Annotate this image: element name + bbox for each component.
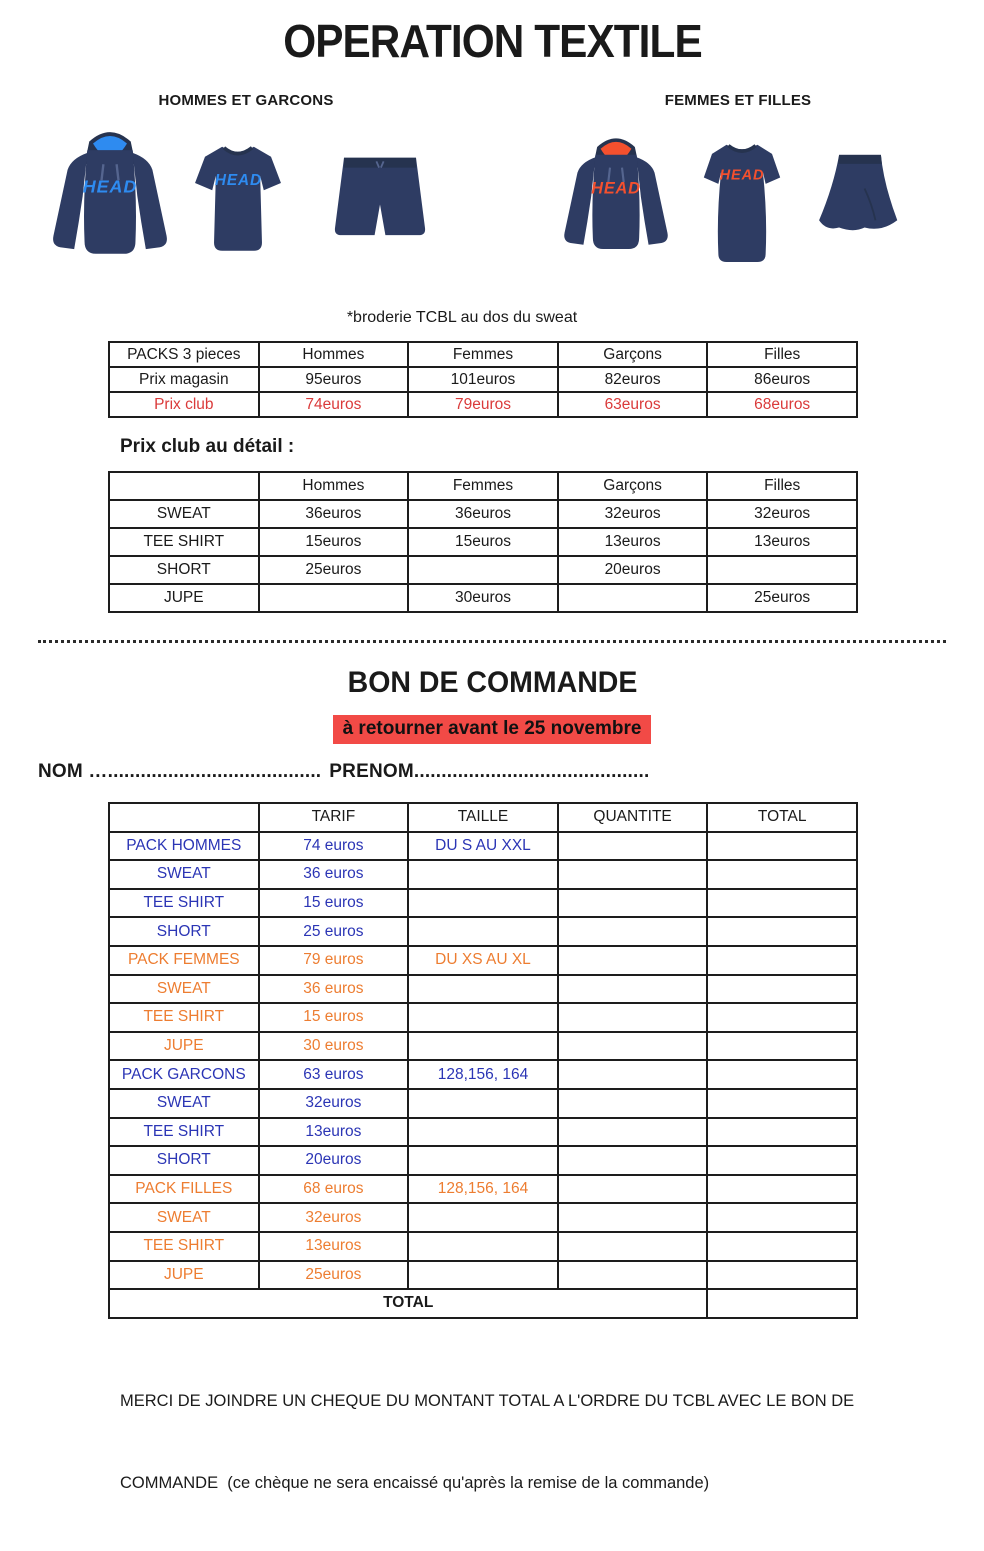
column-header: Garçons [558, 342, 708, 367]
item-label: SWEAT [109, 860, 259, 889]
price-value: 32euros [558, 500, 708, 528]
order-item-row [109, 1203, 857, 1232]
tarif-value: 36 euros [259, 975, 409, 1004]
quantite-field [558, 889, 708, 918]
tarif-value: 32euros [259, 1203, 409, 1232]
total-field [707, 1232, 857, 1261]
quantite-field [558, 975, 708, 1004]
price-value: 82euros [558, 367, 708, 392]
total-field [707, 975, 857, 1004]
taille-value [408, 1146, 558, 1175]
price-value [408, 556, 558, 584]
price-value: 95euros [259, 367, 409, 392]
taille-value: DU XS AU XL [408, 946, 558, 975]
total-field [707, 917, 857, 946]
tee-shirt-icon [186, 131, 290, 263]
prenom-label: PRENOM........................................... [329, 761, 650, 782]
total-field [707, 860, 857, 889]
total-field [707, 1060, 857, 1089]
item-label: SWEAT [109, 1089, 259, 1118]
item-label: PACK FILLES [109, 1175, 259, 1204]
row-label: JUPE [109, 584, 259, 612]
column-header: PACKS 3 pieces [109, 342, 259, 367]
section-title-femmes: FEMMES ET FILLES [664, 92, 812, 109]
detail-table-row [109, 528, 857, 556]
section-titles [0, 92, 984, 109]
quantite-field [558, 832, 708, 861]
price-value: 68euros [707, 392, 857, 417]
column-header: Femmes [408, 472, 558, 500]
detail-table-header-row [109, 472, 857, 500]
total-label: TOTAL [109, 1289, 707, 1318]
order-pack-row [109, 946, 857, 975]
price-value: 20euros [558, 556, 708, 584]
order-item-row [109, 1146, 857, 1175]
item-label: SWEAT [109, 975, 259, 1004]
dotted-divider [38, 640, 946, 643]
item-label: SHORT [109, 1146, 259, 1175]
row-label: TEE SHIRT [109, 528, 259, 556]
order-pack-row [109, 1175, 857, 1204]
price-value: 15euros [259, 528, 409, 556]
tarif-value: 30 euros [259, 1032, 409, 1061]
shorts-icon [326, 147, 434, 245]
total-field [707, 1032, 857, 1061]
hoodie-icon [556, 123, 676, 279]
price-value [707, 556, 857, 584]
order-item-row [109, 1261, 857, 1290]
tarif-value: 74 euros [259, 832, 409, 861]
quantite-field [558, 1232, 708, 1261]
column-header [109, 803, 259, 832]
page-title: OPERATION TEXTILE [282, 15, 702, 67]
detail-price-heading: Prix club au détail : [120, 436, 295, 457]
taille-value [408, 1118, 558, 1147]
order-item-row [109, 1232, 857, 1261]
nom-label: NOM …....................................... [38, 761, 322, 782]
taille-value: DU S AU XXL [408, 832, 558, 861]
quantite-field [558, 917, 708, 946]
price-value: 63euros [558, 392, 708, 417]
price-value: 13euros [558, 528, 708, 556]
quantite-field [558, 1060, 708, 1089]
taille-value [408, 1232, 558, 1261]
item-label: PACK GARCONS [109, 1060, 259, 1089]
column-header: Femmes [408, 342, 558, 367]
womens-sweat-hoodie-image [556, 123, 676, 279]
mens-short-image [326, 147, 434, 245]
order-item-row [109, 917, 857, 946]
item-label: TEE SHIRT [109, 1118, 259, 1147]
total-field [707, 1146, 857, 1175]
column-header: TOTAL [707, 803, 857, 832]
order-item-row [109, 1089, 857, 1118]
taille-value [408, 975, 558, 1004]
deadline-row [0, 715, 984, 744]
order-table [108, 802, 858, 1319]
order-pack-row [109, 1060, 857, 1089]
tarif-value: 20euros [259, 1146, 409, 1175]
price-value [558, 584, 708, 612]
total-field [707, 946, 857, 975]
grand-total-field [707, 1289, 857, 1318]
price-value: 25euros [707, 584, 857, 612]
taille-value [408, 860, 558, 889]
order-total-row [109, 1289, 857, 1318]
item-label: TEE SHIRT [109, 889, 259, 918]
order-item-row [109, 1118, 857, 1147]
payment-note-line2: COMMANDE (ce chèque ne sera encaissé qu'après la remise de la commande) [120, 1473, 710, 1492]
column-header: TARIF [259, 803, 409, 832]
packs-table-header-row [109, 342, 857, 367]
skirt-icon [810, 145, 910, 241]
row-label: Prix magasin [109, 367, 259, 392]
quantite-field [558, 1146, 708, 1175]
item-label: SHORT [109, 917, 259, 946]
quantite-field [558, 1003, 708, 1032]
column-header: QUANTITE [558, 803, 708, 832]
taille-value [408, 1203, 558, 1232]
column-header: Hommes [259, 342, 409, 367]
order-item-row [109, 889, 857, 918]
total-field [707, 1175, 857, 1204]
taille-value [408, 917, 558, 946]
womens-tee-shirt-image [692, 129, 792, 275]
taille-value [408, 1003, 558, 1032]
tarif-value: 79 euros [259, 946, 409, 975]
price-value: 30euros [408, 584, 558, 612]
total-field [707, 1261, 857, 1290]
quantite-field [558, 946, 708, 975]
order-item-row [109, 860, 857, 889]
price-value [259, 584, 409, 612]
svg-text:HEAD: HEAD [591, 179, 641, 198]
svg-text:HEAD: HEAD [214, 171, 263, 189]
taille-value [408, 1089, 558, 1118]
order-pack-row [109, 832, 857, 861]
quantite-field [558, 1089, 708, 1118]
name-fields [38, 761, 984, 783]
quantite-field [558, 860, 708, 889]
hoodie-icon [44, 117, 176, 285]
order-item-row [109, 975, 857, 1004]
tarif-value: 36 euros [259, 860, 409, 889]
svg-text:HEAD: HEAD [82, 176, 138, 197]
total-field [707, 889, 857, 918]
total-field [707, 1003, 857, 1032]
price-value: 101euros [408, 367, 558, 392]
embroidery-note: *broderie TCBL au dos du sweat [346, 309, 578, 326]
taille-value: 128,156, 164 [408, 1175, 558, 1204]
tarif-value: 15 euros [259, 889, 409, 918]
quantite-field [558, 1175, 708, 1204]
column-header: Garçons [558, 472, 708, 500]
price-value: 15euros [408, 528, 558, 556]
column-header: TAILLE [408, 803, 558, 832]
product-images [0, 117, 984, 289]
tarif-value: 15 euros [259, 1003, 409, 1032]
detail-table-row [109, 584, 857, 612]
order-form-title: BON DE COMMANDE [347, 666, 637, 699]
row-label: SHORT [109, 556, 259, 584]
total-field [707, 1203, 857, 1232]
quantite-field [558, 1261, 708, 1290]
tarif-value: 32euros [259, 1089, 409, 1118]
payment-note-line1: MERCI DE JOINDRE UN CHEQUE DU MONTANT TOTAL A L'ORDRE DU TCBL AVEC LE BON DE [120, 1392, 855, 1411]
mens-tee-shirt-image [186, 131, 290, 263]
price-value: 86euros [707, 367, 857, 392]
order-table-header-row [109, 803, 857, 832]
section-title-hommes: HOMMES ET GARCONS [158, 92, 334, 109]
order-item-row [109, 1003, 857, 1032]
payment-note [120, 1334, 984, 1551]
item-label: SWEAT [109, 1203, 259, 1232]
taille-value [408, 1032, 558, 1061]
row-label: Prix club [109, 392, 259, 417]
item-label: JUPE [109, 1261, 259, 1290]
tarif-value: 25 euros [259, 917, 409, 946]
quantite-field [558, 1032, 708, 1061]
taille-value [408, 1261, 558, 1290]
column-header: Hommes [259, 472, 409, 500]
price-value: 36euros [259, 500, 409, 528]
svg-text:HEAD: HEAD [719, 167, 765, 184]
deadline-banner: à retourner avant le 25 novembre [333, 715, 652, 744]
quantite-field [558, 1118, 708, 1147]
price-value: 13euros [707, 528, 857, 556]
tarif-value: 13euros [259, 1118, 409, 1147]
row-label: SWEAT [109, 500, 259, 528]
price-value: 32euros [707, 500, 857, 528]
detail-table-row [109, 500, 857, 528]
item-label: TEE SHIRT [109, 1003, 259, 1032]
mens-sweat-hoodie-image [44, 117, 176, 285]
packs-table-row [109, 392, 857, 417]
tarif-value: 25euros [259, 1261, 409, 1290]
item-label: TEE SHIRT [109, 1232, 259, 1261]
womens-jupe-image [810, 145, 910, 241]
taille-value [408, 889, 558, 918]
tarif-value: 63 euros [259, 1060, 409, 1089]
packs-table-row [109, 367, 857, 392]
price-value: 79euros [408, 392, 558, 417]
tarif-value: 68 euros [259, 1175, 409, 1204]
total-field [707, 1089, 857, 1118]
tee-shirt-icon [692, 129, 792, 275]
column-header [109, 472, 259, 500]
column-header: Filles [707, 342, 857, 367]
price-value: 36euros [408, 500, 558, 528]
total-field [707, 832, 857, 861]
detail-price-table [108, 471, 858, 613]
order-item-row [109, 1032, 857, 1061]
tarif-value: 13euros [259, 1232, 409, 1261]
quantite-field [558, 1203, 708, 1232]
item-label: PACK HOMMES [109, 832, 259, 861]
packs-price-table [108, 341, 858, 418]
price-value: 25euros [259, 556, 409, 584]
item-label: JUPE [109, 1032, 259, 1061]
total-field [707, 1118, 857, 1147]
taille-value: 128,156, 164 [408, 1060, 558, 1089]
column-header: Filles [707, 472, 857, 500]
detail-table-row [109, 556, 857, 584]
price-value: 74euros [259, 392, 409, 417]
item-label: PACK FEMMES [109, 946, 259, 975]
